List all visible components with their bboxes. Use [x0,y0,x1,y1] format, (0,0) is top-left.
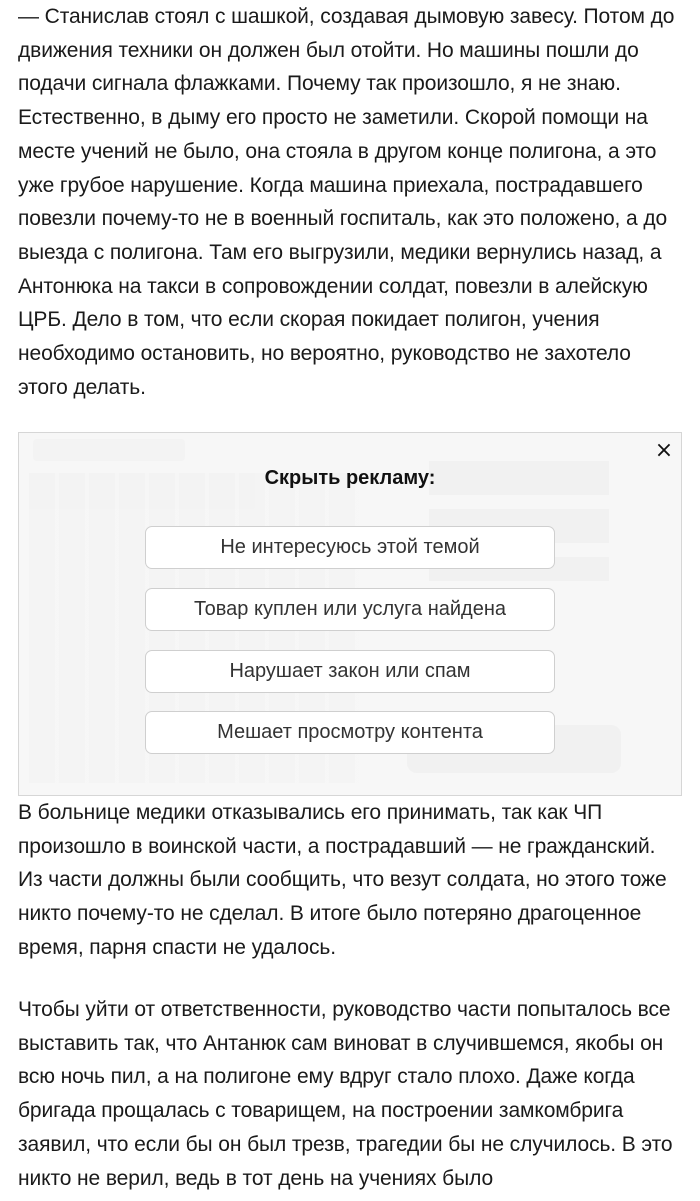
hide-ad-title: Скрыть рекламу: [264,467,436,489]
hide-reason-not-interested-button[interactable]: Не интересуюсь этой темой [145,526,555,569]
hide-reason-spam-button[interactable]: Нарушает закон или спам [145,650,555,693]
ad-block [18,432,682,796]
hide-reason-obstructs-content-button[interactable]: Мешает просмотру контента [145,711,555,754]
hide-reason-already-bought-button[interactable]: Товар куплен или услуга найдена [145,588,555,631]
article-paragraph: — Станислав стоял с шашкой, создавая дымовую завесу. Потом до движения техники он должен был отойти. Но машины пошли до подачи сигнала флажками. Почему так произошло, я не знаю. Естественно, в дыму его просто не заметили. Скорой помощи на месте учений не было, она стояла в другом конце полигона, а это уже грубое нарушение. Когда машина приехала, пострадавшего повезли почему-то не в военный госпиталь, как это положено, а до выезда с полигона. Там его выгрузили, медики вернулись назад, а Антонюка на такси в сопровождении солдат, повезли в алейскую ЦРБ. Дело в том, что если скорая покидает полигон, учения необходимо остановить, но вероятно, руководство не захотело этого делать. [18,5,675,399]
article-paragraph: Чтобы уйти от ответственности, руководство части попыталось все выставить так, что Антанюк сам виноват в случившемся, якобы он всю ночь пил, а на полигоне ему вдруг стало плохо. Даже когда бригада прощалась с товарищем, на построении замкомбрига заявил, что если бы он был трезв, трагедии бы не случилось. В это никто не верил, ведь в тот день на учениях было [18,998,673,1190]
ad-ghost-tag [33,439,185,461]
close-icon[interactable]: × [654,437,674,463]
article-paragraph: В больнице медики отказывались его принимать, так как ЧП произошло в воинской части, а пострадавший — не гражданский. Из части должны были сообщить, что везут солдата, но этого тоже никто почему-то не сделал. В итоге было потеряно драгоценное время, парня спасти не удалось. [18,801,667,959]
